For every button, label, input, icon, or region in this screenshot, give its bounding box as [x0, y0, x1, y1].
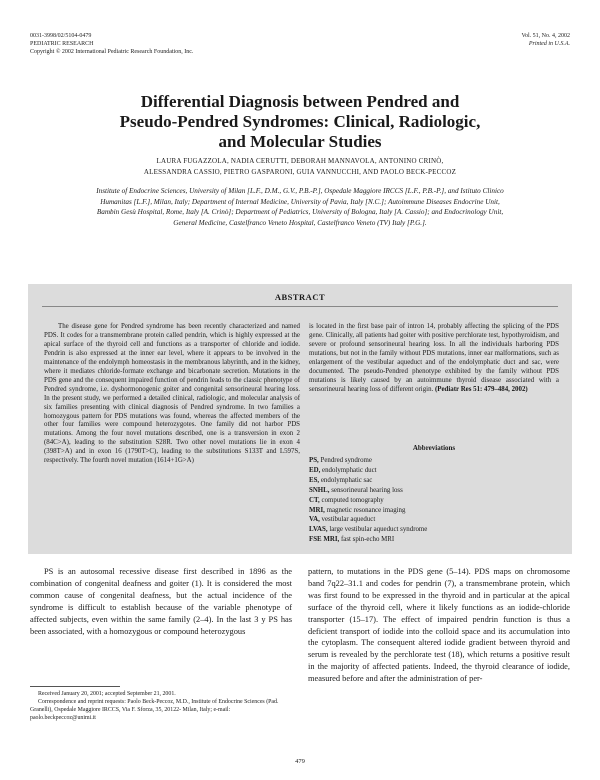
journal-header-right [521, 32, 570, 48]
footnote-correspondence: Correspondence and reprint requests: Paolo Beck-Peccoz, M.D., Institute of Endocrine Sciences (Pad. Granelli), Ospedale Maggiore IRCCS, Via F. Sforza, 35, 20122- Milan, Italy; e-mail: paolo.beckpeccoz@unimi.it [30, 699, 279, 722]
abstract-heading: ABSTRACT [274, 292, 326, 302]
abstract-right-column [309, 323, 559, 395]
abbreviation-item: PS, Pendred syndrome [309, 457, 372, 464]
title-line-2: Pseudo-Pendred Syndromes: Clinical, Radiologic, [119, 112, 481, 131]
abbreviations-title: Abbreviations [412, 444, 456, 452]
affiliations: Institute of Endocrine Sciences, University of Milan [L.F., D.M., G.V., P.B.-P.], Ospedale Maggiore IRCCS [L.F., P.B.-P.], and Istituto Clinico Humanitas [L.F.], Milan, Italy; Department of Internal Medicine, University of Pavia, Italy [N.C.]; Autoimmune Diseases Endocrine Unit, Bambin Gesù Hospital, Rome, Italy [A. Crinò]; Department of Pediatrics, University of Bologna, Italy [A. Cassio]; and Endocrinology Unit, General Medicine, Castelfranco Veneto Hospital, Castelfranco Veneto (TV) Italy [P.G.]. [96, 187, 504, 227]
body-left-column [30, 566, 292, 637]
abbreviation-item: ES, endolymphatic sac [309, 476, 373, 484]
journal-volume: Vol. 51, No. 4, 2002 [521, 33, 570, 39]
footnote-divider [30, 686, 120, 687]
title-line-1: Differential Diagnosis between Pendred and [140, 92, 460, 111]
article-title [40, 92, 560, 152]
journal-issn: 0031-3998/02/5104-0479 [30, 33, 92, 39]
journal-copyright: Copyright © 2002 International Pediatric Research Foundation, Inc. [30, 49, 194, 56]
abbreviation-item: CT, computed tomography [309, 496, 384, 504]
title-line-3: and Molecular Studies [218, 132, 382, 151]
journal-printed: Printed in U.S.A. [528, 41, 570, 48]
authors-line-2: ALESSANDRA CASSIO, PIETRO GASPARONI, GUIA VANNUCCHI, AND PAOLO BECK-PECCOZ [143, 168, 457, 176]
abbreviation-item: MRI, magnetic resonance imaging [309, 506, 406, 514]
abbreviation-item: VA, vestibular aqueduct [309, 516, 376, 524]
author-list [60, 156, 540, 178]
body-right-column [308, 566, 570, 685]
footnotes [30, 690, 292, 722]
abstract-text-right-body: is located in the first base pair of intron 14, probably affecting the splicing of the PDS gene. Clinically, all patients had goiter with positive perchlorate test, hypothyroidism, and severe or profound sensorineural hearing loss. In all the individuals harboring PDS mutations, but not in the family without PDS mutations, inner ear malformations, such as enlargement of the vestibular aqueduct and of the endolymphatic duct and sac, were documented. The pseudo-Pendred phenotype exhibited by the family without PDS mutations is likely caused by an autoimmune thyroid disease associated with a sensorineural hearing loss of different origin. [309, 323, 559, 393]
body-continued-paragraph: pattern, to mutations in the PDS gene (5–14). PDS maps on chromosome band 7q22–31.1 and codes for pendrin (7), a transmembrane protein, which was first found to be expressed in the thyroid and in particular at the apical surface of the thyroid cell, where it likely functions as an iodide-chloride transporter (15–17). The effect of impaired pendrin function is thus a deficient transport of iodide into the colloid space and its accumulation into the cytoplasm. The consequent altered iodide gradient between thyroid and serum is revealed by the perchlorate test (18), which returns a positive result in the majority of affected patients. Indeed, the thyroid clearance of iodide, measured before and after the administration of per- [308, 567, 570, 684]
journal-name: PEDIATRIC RESEARCH [30, 41, 94, 48]
journal-header-left [30, 32, 193, 57]
body-intro-paragraph: PS is an autosomal recessive disease first described in 1896 as the combination of congenital deafness and goiter (1). It is considered the most common cause of congenital deafness, but the actual incidence of the syndrome is difficult to establish because of the variable phenotype of affected subjects, even within the same family (2–4). In the last 3 y PS has been associated, with a homozygous or compound heterozygous [30, 567, 292, 636]
abstract-text-left: The disease gene for Pendred syndrome has been recently characterized and named PDS. It codes for a transmembrane protein called pendrin, which is highly expressed at the apical surface of the thyroid cell and functions as a transporter of chloride and iodide. Pendrin is also expressed at the inner ear level, where it appears to be involved in the maintenance of the endolymph homeostasis in the membranous labyrinth, and in the kidney, where it mediates chloride-formate exchange and bicarbonate secretion. Mutations in the PDS gene and the consequent impaired function of pendrin leads to the classic phenotype of Pendred syndrome, i.e. dyshormonogenic goiter and congenital sensorineural hearing loss. In the present study, we performed a detailed clinical, radiologic, and molecular analysis of six families presenting with clinical diagnosis of Pendred syndrome. In two families a homozygous pattern for PDS mutations was found, whereas the affected members of the other four families were compound heterozygotes. One family did not harbor PDS mutations. Among the four novel mutations described, one is a transversion in exon 2 (84C>A), leading to the substitution S28R. Two other novel mutations lie in exon 4 (398T>A) and in exon 16 (1790T>C), leading to the substitutions S133T and L597S, respectively. The fourth novel mutation (1614+1G>A) [44, 323, 300, 465]
abbreviation-item: ED, endolymphatic duct [309, 466, 377, 474]
abstract-citation: (Pediatr Res 51: 479–484, 2002) [435, 385, 528, 393]
abbreviation-item: FSE MRI, fast spin-echo MRI [309, 536, 395, 544]
page-number: 479 [295, 758, 305, 765]
abstract-left-column [44, 323, 300, 466]
abbreviation-item: LVAS, large vestibular aqueduct syndrome [309, 526, 428, 534]
abstract-divider [42, 306, 558, 307]
abbreviations-list [309, 456, 559, 545]
authors-line-1: LAURA FUGAZZOLA, NADIA CERUTTI, DEBORAH MANNAVOLA, ANTONINO CRINÒ, [156, 157, 444, 165]
abstract-text-right [309, 323, 559, 395]
abbreviation-item: SNHL, sensorineural hearing loss [309, 486, 403, 494]
footnote-received: Received January 20, 2001; accepted September 21, 2001. [38, 691, 176, 697]
abstract-box [28, 284, 572, 554]
